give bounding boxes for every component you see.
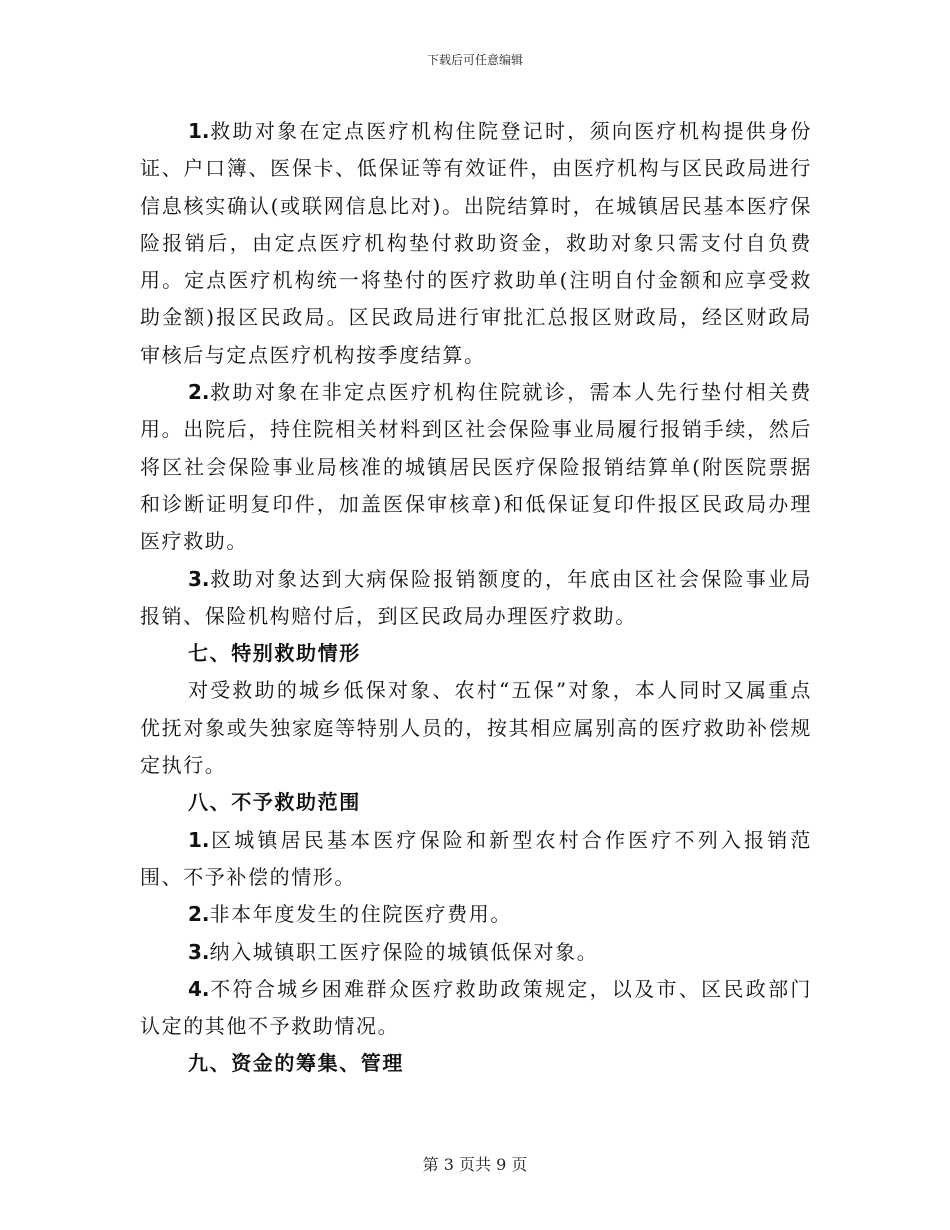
item-number: 3. (188, 566, 210, 591)
page-header: 下载后可任意编辑 (426, 53, 523, 67)
section-heading-7: 七、特别救助情形 (188, 641, 361, 666)
paragraph-text: 对受救助的城乡低保对象、农村“五保”对象，本人同时又属重点优抚对象或失独家庭等特别人员的，按其相应属别高的医疗救助补偿规定执行。 (140, 678, 812, 778)
paragraph-special-relief (140, 672, 812, 784)
document-body (140, 113, 812, 1083)
paragraph-item-1 (140, 113, 812, 374)
paragraph-exclusion-2 (140, 896, 812, 933)
item-number: 4. (188, 976, 210, 1001)
page-footer: 第 3 页共 9 页 (422, 1155, 528, 1174)
paragraph-text: 区城镇居民基本医疗保险和新型农村合作医疗不列入报销范围、不予补偿的情形。 (140, 827, 812, 889)
paragraph-item-3 (140, 561, 812, 636)
paragraph-text: 不符合城乡困难群众医疗救助政策规定，以及市、区民政部门认定的其他不予救助情况。 (140, 976, 812, 1039)
section-heading-9: 九、资金的筹集、管理 (188, 1051, 404, 1076)
paragraph-text: 救助对象在非定点医疗机构住院就诊，需本人先行垫付相关费用。出院后，持住院相关材料到区社会保险事业局履行报销手续，然后将区社会保险事业局核准的城镇居民医疗保险报销结算单(附医院票据和诊断证明复印件，加盖医保审核章)和低保证复印件报区民政局办理医疗救助。 (140, 380, 812, 554)
item-number: 2. (188, 380, 210, 405)
item-number: 1. (188, 119, 210, 143)
paragraph-exclusion-4 (140, 971, 812, 1046)
paragraph-exclusion-1 (140, 822, 812, 897)
paragraph-text: 纳入城镇职工医疗保险的城镇低保对象。 (209, 939, 599, 964)
paragraph-item-2 (140, 374, 812, 560)
paragraph-text: 救助对象达到大病保险报销额度的，年底由区社会保险事业局报销、保险机构赔付后，到区民政局办理医疗救助。 (140, 566, 812, 628)
item-number: 3. (188, 939, 210, 964)
section-heading-8: 八、不予救助范围 (188, 790, 361, 815)
item-number: 2. (188, 902, 210, 927)
paragraph-exclusion-3 (140, 934, 812, 971)
item-number: 1. (188, 827, 210, 852)
paragraph-text: 救助对象在定点医疗机构住院登记时，须向医疗机构提供身份证、户口簿、医保卡、低保证等有效证件，由医疗机构与区民政局进行信息核实确认(或联网信息比对)。出院结算时，在城镇居民基本医疗保险报销后，由定点医疗机构垫付救助资金，救助对象只需支付自负费用。定点医疗机构统一将垫付的医疗救助单(注明自付金额和应享受救助金额)报区民政局。区民政局进行审批汇总报区财政局，经区财政局审核后与定点医疗机构按季度结算。 (140, 119, 812, 367)
paragraph-text: 非本年度发生的住院医疗费用。 (209, 902, 512, 927)
